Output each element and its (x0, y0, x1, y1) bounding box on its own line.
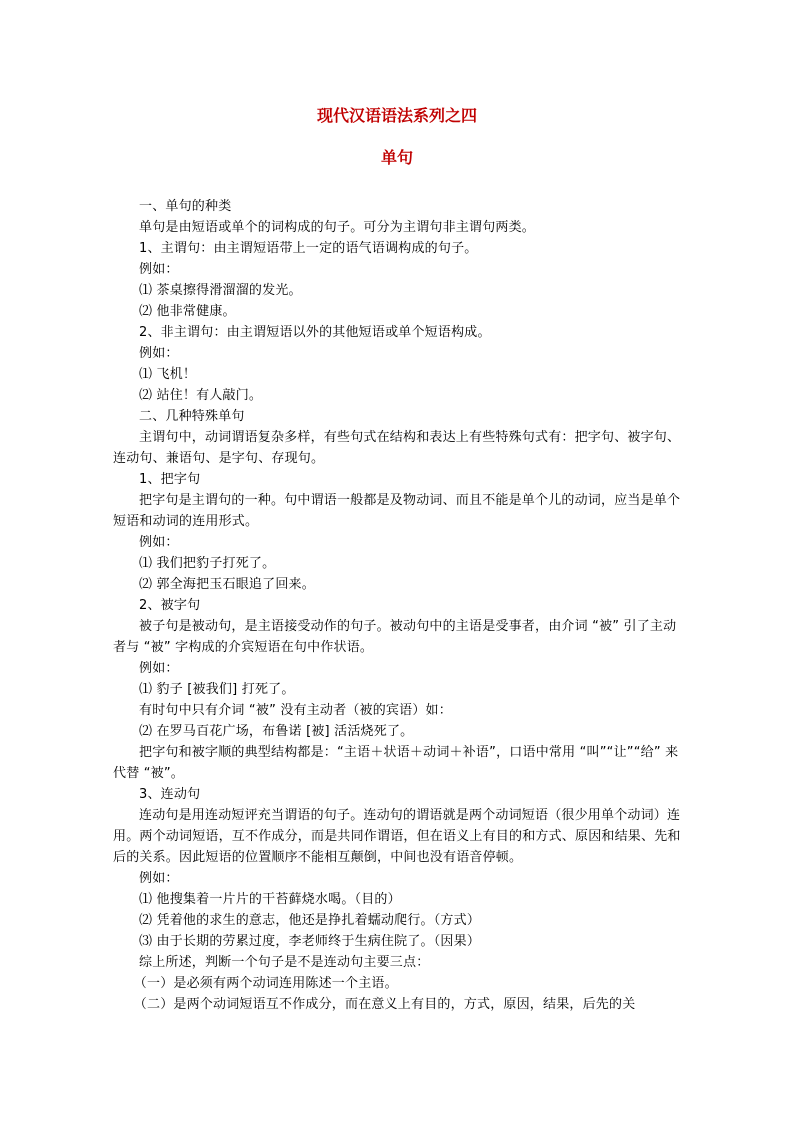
example-label: 例如： (139, 661, 179, 676)
subsection-heading: 3、连动句 (139, 787, 201, 802)
subsection-heading: 2、非主谓句：由主谓短语以外的其他短语或单个短语构成。 (139, 325, 491, 340)
example-item: ⑴ 茶桌擦得滑溜溜的发光。 (139, 283, 302, 298)
example-item: ⑵ 站住！有人敲门。 (139, 388, 263, 403)
paragraph: 单句是由短语或单个的词构成的句子。可分为主谓句非主谓句两类。 (139, 220, 536, 235)
example-label: 例如： (139, 535, 179, 550)
document-subtitle: 单句 (380, 148, 413, 167)
subsection-heading: 1、把字句 (139, 472, 201, 487)
example-item: ⑴ 豹子 [被我们] 打死了。 (139, 682, 295, 697)
example-item: ⑴ 他搜集着一片片的干苔藓烧水喝。（目的） (139, 892, 401, 907)
list-item: （一）是必须有两个动词连用陈述一个主语。 (133, 976, 398, 991)
paragraph: 被子句是被动句，是主语接受动作的句子。被动句中的主语是受事者，由介词 “被” 引了主动者与 “被” 字构成的介宾短语在句中作状语。 (113, 619, 677, 655)
example-label: 例如： (139, 346, 179, 361)
example-item: ⑴ 飞机！ (139, 367, 197, 382)
example-item: ⑵ 在罗马百花广场，布鲁诺 [被] 活活烧死了。 (139, 724, 414, 739)
example-label: 例如： (139, 871, 179, 886)
document-page (113, 100, 681, 1015)
paragraph: 主谓句中，动词谓语复杂多样，有些句式在结构和表达上有些特殊句式有：把字句、被字句、连动句、兼语句、是字句、存现句。 (113, 430, 681, 466)
example-item: ⑶ 由于长期的劳累过度，李老师终于生病住院了。（因果） (139, 934, 481, 949)
section-heading-1: 一、单句的种类 (139, 199, 232, 214)
example-item: ⑵ 他非常健康。 (139, 304, 236, 319)
example-item: ⑵ 凭着他的求生的意志，他还是挣扎着蠕动爬行。（方式） (139, 913, 481, 928)
example-label: 例如： (139, 262, 179, 277)
subsection-heading: 1、主谓句：由主谓短语带上一定的语气语调构成的句子。 (139, 241, 478, 256)
example-item: ⑵ 郭全海把玉石眼追了回来。 (139, 577, 315, 592)
document-body (113, 196, 681, 1015)
paragraph: 综上所述，判断一个句子是不是连动句主要三点： (139, 955, 430, 970)
paragraph: 把字句是主谓句的一种。句中谓语一般都是及物动词、而且不能是单个儿的动词，应当是单个短语和动词的连用形式。 (113, 493, 681, 529)
paragraph: 连动句是用连动短评充当谓语的句子。连动句的谓语就是两个动词短语（很少用单个动词）连用。两个动词短语，互不作成分，而是共同作谓语，但在语义上有目的和方式、原因和结果、先和后的关系。因此短语的位置顺序不能相互颠倒，中间也没有语音停顿。 (113, 808, 681, 865)
paragraph: 有时句中只有介词 “被” 没有主动者（被的宾语）如： (139, 703, 452, 718)
example-item: ⑴ 我们把豹子打死了。 (139, 556, 276, 571)
subsection-heading: 2、被字句 (139, 598, 201, 613)
section-heading-2: 二、几种特殊单句 (139, 409, 245, 424)
list-item: （二）是两个动词短语互不作成分，而在意义上有目的，方式，原因，结果，后先的关 (133, 997, 636, 1012)
document-title: 现代汉语语法系列之四 (316, 106, 477, 125)
paragraph: 把字句和被字顺的典型结构都是：“主语＋状语＋动词＋补语”，口语中常用 “叫”“让”“给” 来代替 “被”。 (113, 745, 679, 781)
